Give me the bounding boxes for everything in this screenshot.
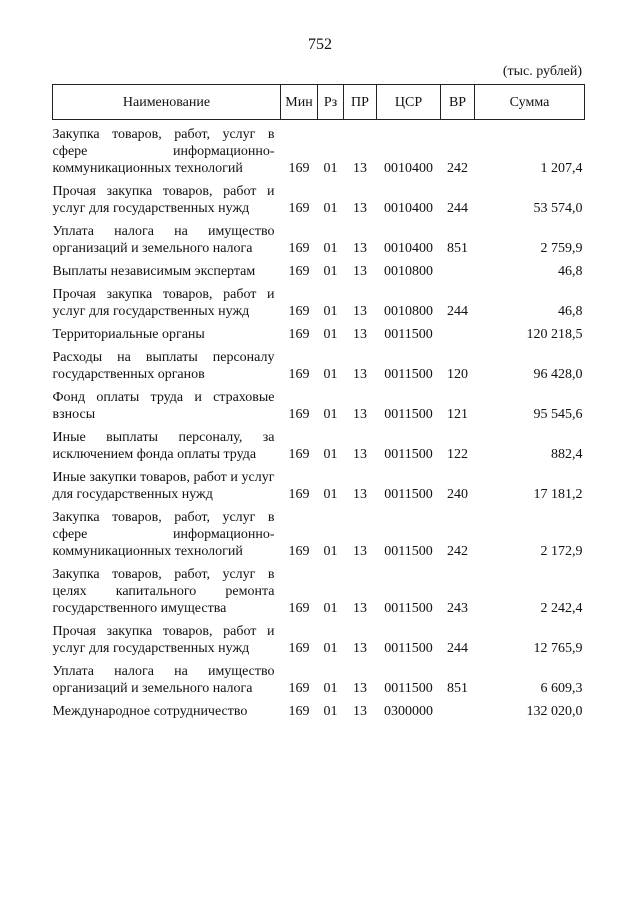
cell-vr: [441, 697, 475, 720]
cell-min: 169: [288, 487, 310, 502]
cell-vr: 240: [447, 487, 468, 502]
table-row: [53, 120, 585, 178]
cell-sum: 95 545,6: [533, 407, 583, 422]
table-row: [53, 503, 585, 560]
cell-pr: 13: [353, 601, 367, 616]
cell-vr: 243: [447, 601, 468, 616]
cell-csr: 0011500: [384, 327, 433, 342]
cell-name: Закупка товаров, работ, услуг в целях капитального ремонта государственного имущества: [52, 567, 275, 616]
cell-sum: 882,4: [551, 447, 583, 462]
cell-rz: 01: [323, 327, 338, 342]
table-row: [53, 463, 585, 503]
cell-rz: 01: [323, 304, 338, 319]
cell-pr: 13: [353, 487, 367, 502]
cell-min: 169: [288, 304, 310, 319]
cell-csr: 0010400: [384, 161, 433, 176]
cell-min: 169: [288, 641, 310, 656]
cell-vr: 244: [447, 304, 468, 319]
cell-name: Прочая закупка товаров, работ и услуг для государственных нужд: [52, 184, 275, 216]
cell-vr: [441, 320, 475, 343]
cell-min: 169: [288, 704, 310, 719]
table-row: [53, 217, 585, 257]
cell-pr: 13: [353, 447, 367, 462]
table-row: [53, 343, 585, 383]
page-number: 752: [308, 36, 332, 53]
table-row: [53, 697, 585, 720]
table-header: [53, 85, 585, 120]
cell-pr: 13: [353, 161, 367, 176]
cell-pr: 13: [353, 544, 367, 559]
cell-vr: 120: [447, 367, 468, 382]
cell-rz: 01: [323, 544, 338, 559]
cell-rz: 01: [323, 407, 338, 422]
cell-name: Закупка товаров, работ, услуг в сфере информационно-коммуникационных технологий: [52, 510, 275, 559]
cell-sum: 2 172,9: [540, 544, 583, 559]
cell-pr: 13: [353, 304, 367, 319]
cell-rz: 01: [323, 241, 338, 256]
cell-name: Расходы на выплаты персоналу государственных органов: [52, 350, 275, 382]
cell-sum: 2 759,9: [540, 241, 583, 256]
cell-vr: 242: [447, 544, 468, 559]
cell-pr: 13: [353, 681, 367, 696]
cell-sum: 1 207,4: [540, 161, 583, 176]
cell-sum: 2 242,4: [540, 601, 583, 616]
table-row: [53, 257, 585, 280]
header-name: Наименование: [53, 85, 281, 120]
header-csr: ЦСР: [377, 85, 441, 120]
cell-rz: 01: [323, 161, 338, 176]
cell-min: 169: [288, 407, 310, 422]
cell-vr: [441, 257, 475, 280]
table-row: [53, 657, 585, 697]
cell-pr: 13: [353, 327, 367, 342]
table-row: [53, 320, 585, 343]
budget-table: [52, 84, 585, 720]
cell-pr: 13: [353, 367, 367, 382]
cell-rz: 01: [323, 704, 338, 719]
cell-min: 169: [288, 544, 310, 559]
table-body: [53, 120, 585, 721]
cell-sum: 132 020,0: [526, 704, 583, 719]
cell-csr: 0011500: [384, 601, 433, 616]
cell-pr: 13: [353, 407, 367, 422]
cell-sum: 6 609,3: [540, 681, 583, 696]
cell-sum: 120 218,5: [526, 327, 583, 342]
table-row: [53, 280, 585, 320]
cell-vr: 121: [447, 407, 468, 422]
cell-vr: 244: [447, 641, 468, 656]
cell-vr: 122: [447, 447, 468, 462]
cell-csr: 0011500: [384, 407, 433, 422]
cell-rz: 01: [323, 447, 338, 462]
units-label: (тыс. рублей): [502, 64, 582, 79]
cell-vr: 851: [447, 241, 468, 256]
table-row: [53, 177, 585, 217]
cell-csr: 0010400: [384, 241, 433, 256]
cell-name: Территориальные органы: [52, 327, 205, 342]
cell-rz: 01: [323, 601, 338, 616]
cell-pr: 13: [353, 241, 367, 256]
cell-rz: 01: [323, 201, 338, 216]
cell-csr: 0011500: [384, 367, 433, 382]
cell-min: 169: [288, 681, 310, 696]
cell-name: Закупка товаров, работ, услуг в сфере информационно-коммуникационных технологий: [52, 127, 275, 176]
cell-vr: 851: [447, 681, 468, 696]
cell-name: Фонд оплаты труда и страховые взносы: [52, 390, 275, 422]
header-rz: Рз: [318, 85, 344, 120]
cell-vr: 242: [447, 161, 468, 176]
cell-rz: 01: [323, 367, 338, 382]
cell-pr: 13: [353, 201, 367, 216]
cell-name: Уплата налога на имущество организаций и земельного налога: [52, 664, 275, 696]
cell-csr: 0010800: [384, 304, 433, 319]
cell-sum: 53 574,0: [533, 201, 583, 216]
cell-name: Прочая закупка товаров, работ и услуг для государственных нужд: [52, 287, 275, 319]
cell-csr: 0011500: [384, 641, 433, 656]
cell-vr: 244: [447, 201, 468, 216]
cell-sum: 96 428,0: [533, 367, 583, 382]
cell-csr: 0011500: [384, 681, 433, 696]
cell-csr: 0011500: [384, 487, 433, 502]
cell-rz: 01: [323, 681, 338, 696]
cell-csr: 0011500: [384, 447, 433, 462]
cell-csr: 0300000: [384, 704, 433, 719]
cell-name: Иные выплаты персоналу, за исключением фонда оплаты труда: [52, 430, 275, 462]
header-sum: Сумма: [475, 85, 585, 120]
header-vr: ВР: [441, 85, 475, 120]
cell-name: Уплата налога на имущество организаций и земельного налога: [52, 224, 275, 256]
header-pr: ПР: [344, 85, 377, 120]
cell-csr: 0011500: [384, 544, 433, 559]
cell-rz: 01: [323, 487, 338, 502]
header-min: Мин: [281, 85, 318, 120]
cell-min: 169: [288, 367, 310, 382]
cell-name: Иные закупки товаров, работ и услуг для государственных нужд: [52, 470, 275, 502]
cell-min: 169: [288, 201, 310, 216]
cell-min: 169: [288, 241, 310, 256]
table-row: [53, 423, 585, 463]
cell-sum: 46,8: [558, 264, 583, 279]
cell-sum: 46,8: [558, 304, 583, 319]
cell-min: 169: [288, 447, 310, 462]
cell-csr: 0010400: [384, 201, 433, 216]
cell-pr: 13: [353, 704, 367, 719]
cell-sum: 17 181,2: [533, 487, 583, 502]
cell-min: 169: [288, 327, 310, 342]
cell-pr: 13: [353, 264, 367, 279]
cell-min: 169: [288, 264, 310, 279]
cell-name: Выплаты независимым экспертам: [52, 264, 256, 279]
cell-pr: 13: [353, 641, 367, 656]
cell-name: Международное сотрудничество: [52, 704, 248, 719]
table-row: [53, 383, 585, 423]
cell-name: Прочая закупка товаров, работ и услуг для государственных нужд: [52, 624, 275, 656]
cell-min: 169: [288, 161, 310, 176]
table-row: [53, 617, 585, 657]
cell-rz: 01: [323, 641, 338, 656]
cell-csr: 0010800: [384, 264, 433, 279]
table-row: [53, 560, 585, 617]
cell-min: 169: [288, 601, 310, 616]
cell-sum: 12 765,9: [533, 641, 583, 656]
cell-rz: 01: [323, 264, 338, 279]
